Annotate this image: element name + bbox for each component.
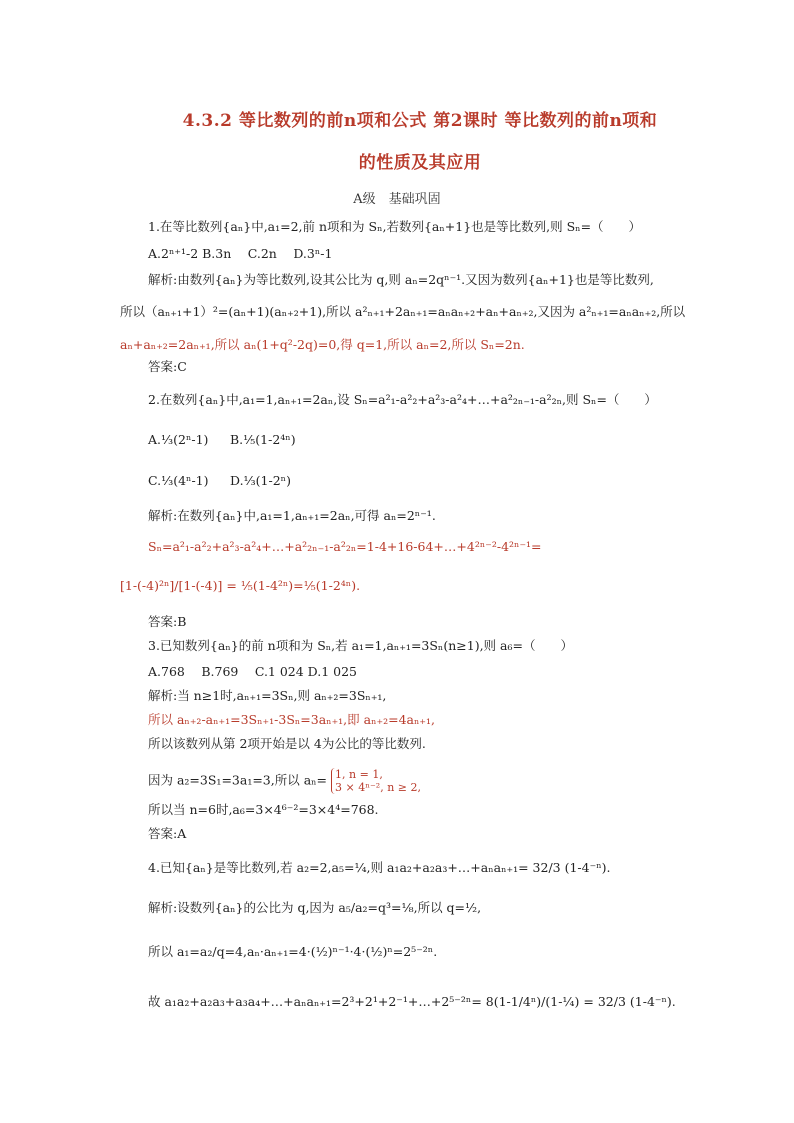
q1-answer: 答案:C xyxy=(148,359,187,374)
q1-solution-3: aₙ+aₙ₊₂=2aₙ₊₁,所以 aₙ(1+q²-2q)=0,得 q=1,所以 aₙ=2,所以 Sₙ=2n. xyxy=(120,337,525,352)
q3-solution-2: 所以 aₙ₊₂-aₙ₊₁=3Sₙ₊₁-3Sₙ=3aₙ₊₁,即 aₙ₊₂=4aₙ₊₁, xyxy=(148,712,435,727)
q1-solution-1: 解析:由数列{aₙ}为等比数列,设其公比为 q,则 aₙ=2qⁿ⁻¹.又因为数列{aₙ+1}也是等比数列, xyxy=(148,272,654,287)
q2-option-b: B.⅕(1-2⁴ⁿ) xyxy=(230,432,296,447)
doc-title-line1: 4.3.2 等比数列的前n项和公式 第2课时 等比数列的前n项和 xyxy=(182,111,658,131)
q3-solution-5: 所以当 n=6时,a₆=3×4⁶⁻²=3×4⁴=768. xyxy=(148,802,379,817)
q3-piecewise xyxy=(331,768,421,794)
q4-solution-1: 解析:设数列{aₙ}的公比为 q,因为 a₅/a₂=q³=⅛,所以 q=½, xyxy=(148,900,482,915)
q3-solution-1: 解析:当 n≥1时,aₙ₊₁=3Sₙ,则 aₙ₊₂=3Sₙ₊₁, xyxy=(148,688,387,703)
q2-option-d: D.⅓(1-2ⁿ) xyxy=(230,473,291,488)
q2-solution-1: 解析:在数列{aₙ}中,a₁=1,aₙ₊₁=2aₙ,可得 aₙ=2ⁿ⁻¹. xyxy=(148,508,436,523)
q3-answer: 答案:A xyxy=(148,826,187,841)
q2-solution-3: [1-(-4)²ⁿ]/[1-(-4)] = ⅕(1-4²ⁿ)=⅕(1-2⁴ⁿ). xyxy=(120,578,361,593)
q3-solution-4-text: 因为 a₂=3S₁=3a₁=3,所以 aₙ= xyxy=(148,772,328,788)
doc-title-line2: 的性质及其应用 xyxy=(358,153,482,173)
q2-stem: 2.在数列{aₙ}中,a₁=1,aₙ₊₁=2aₙ,设 Sₙ=a²₁-a²₂+a²₃-a²₄+…+a²₂ₙ₋₁-a²₂ₙ,则 Sₙ=（ ） xyxy=(148,392,657,407)
q2-option-c: C.⅓(4ⁿ-1) xyxy=(148,473,209,488)
q1-solution-2: 所以（aₙ₊₁+1）²=(aₙ+1)(aₙ₊₂+1),所以 a²ₙ₊₁+2aₙ₊₁=aₙaₙ₊₂+aₙ+aₙ₊₂,又因为 a²ₙ₊₁=aₙaₙ₊₂,所以 xyxy=(120,304,686,319)
q4-solution-3: 故 a₁a₂+a₂a₃+a₃a₄+…+aₙaₙ₊₁=2³+2¹+2⁻¹+…+2⁵⁻²ⁿ= 8(1-1/4ⁿ)/(1-¼) = 32/3 (1-4⁻ⁿ). xyxy=(148,994,676,1009)
q3-options: A.768 B.769 C.1 024 D.1 025 xyxy=(148,664,358,679)
q3-case-1: 1, n = 1, xyxy=(335,768,383,781)
q4-stem: 4.已知{aₙ}是等比数列,若 a₂=2,a₅=¼,则 a₁a₂+a₂a₃+…+aₙaₙ₊₁= 32/3 (1-4⁻ⁿ). xyxy=(148,860,611,875)
q4-solution-2: 所以 a₁=a₂/q=4,aₙ·aₙ₊₁=4·(½)ⁿ⁻¹·4·(½)ⁿ=2⁵⁻²ⁿ. xyxy=(148,944,438,959)
q2-option-a: A.⅓(2ⁿ-1) xyxy=(148,432,209,447)
level-heading: A级 基础巩固 xyxy=(353,192,441,207)
q3-stem: 3.已知数列{aₙ}的前 n项和为 Sₙ,若 a₁=1,aₙ₊₁=3Sₙ(n≥1),则 a₆=（ ） xyxy=(148,638,573,653)
q1-stem: 1.在等比数列{aₙ}中,a₁=2,前 n项和为 Sₙ,若数列{aₙ+1}也是等比数列,则 Sₙ=（ ） xyxy=(148,219,642,234)
q2-answer: 答案:B xyxy=(148,614,187,629)
q3-solution-4 xyxy=(148,768,421,794)
q2-solution-2: Sₙ=a²₁-a²₂+a²₃-a²₄+…+a²₂ₙ₋₁-a²₂ₙ=1-4+16-64+…+4²ⁿ⁻²-4²ⁿ⁻¹= xyxy=(148,539,542,554)
q3-case-2: 3 × 4ⁿ⁻², n ≥ 2, xyxy=(335,781,421,794)
q1-options: A.2ⁿ⁺¹-2 B.3n C.2n D.3ⁿ-1 xyxy=(148,246,333,261)
q3-solution-3: 所以该数列从第 2项开始是以 4为公比的等比数列. xyxy=(148,736,426,751)
